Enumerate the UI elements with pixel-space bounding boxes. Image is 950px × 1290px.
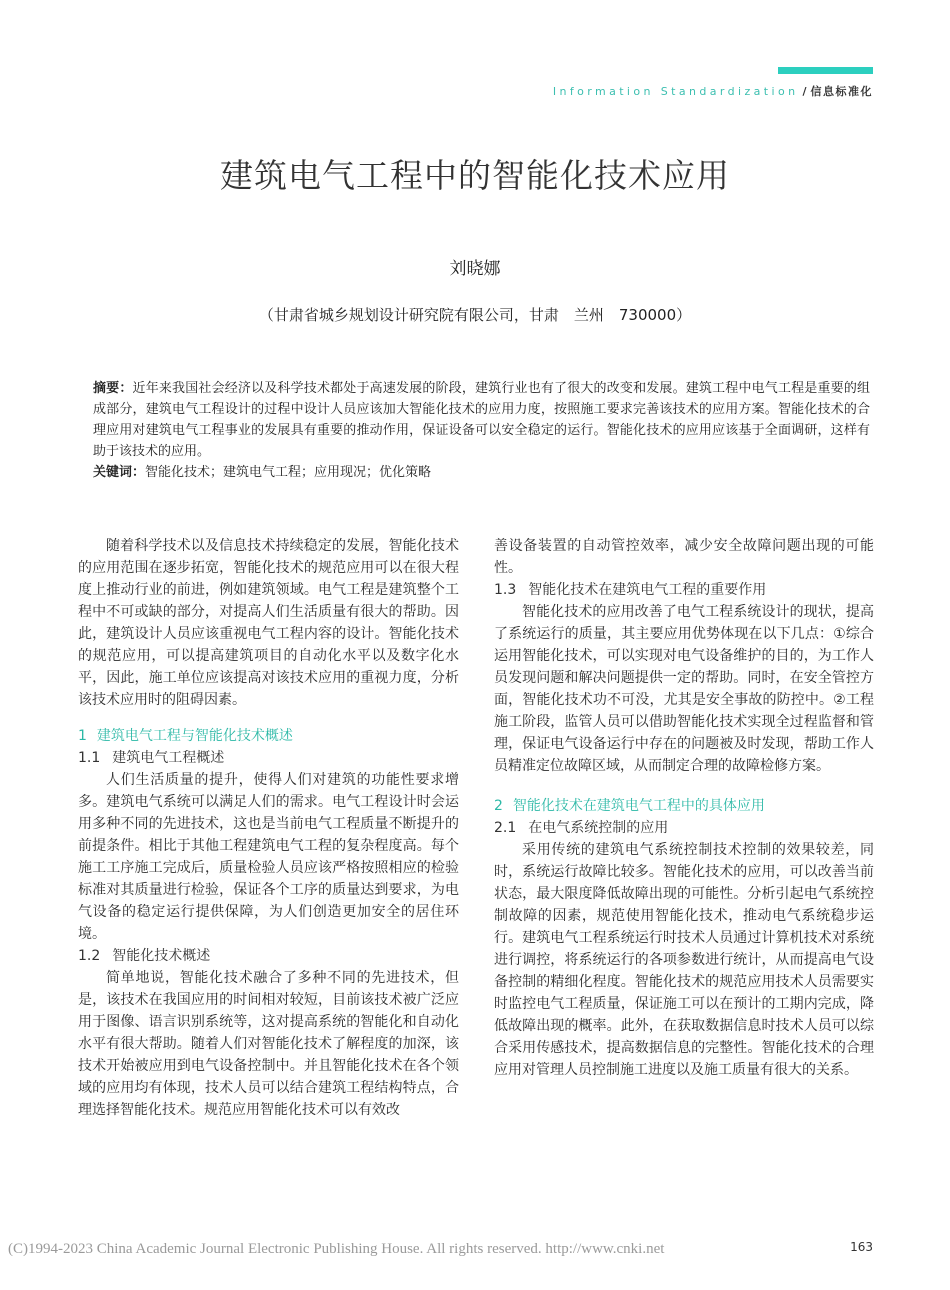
section-1-2-paragraph: 简单地说，智能化技术融合了多种不同的先进技术，但是，该技术在我国应用的时间相对较短，目前该技术被广泛应用于图像、语言识别系统等，这对提高系统的智能化和自动化水平有很大帮助。随着人们对智能化技术了解程度的加深，该技术开始被应用到电气设备控制中。并且智能化技术在各个领域的应用均有体现，技术人员可以结合建筑工程结构特点，合理选择智能化技术。规范应用智能化技术可以有效改 <box>78 970 459 1118</box>
section-2-1-title: 在电气系统控制的应用 <box>528 820 669 836</box>
abstract-text: 近年来我国社会经济以及科学技术都处于高速发展的阶段，建筑行业也有了很大的改变和发展。建筑工程中电气工程是重要的组成部分，建筑电气工程设计的过程中设计人员应该加大智能化技术的应用力度，按照施工要求完善该技术的应用方案。智能化技术的合理应用对建筑电气工程事业的发展具有重要的推动作用，保证设备可以安全稳定的运行。智能化技术的应用应该基于全面调研，这样有助于该技术的应用。 <box>93 381 870 459</box>
header-accent-bar <box>778 67 873 74</box>
author-name: 刘晓娜 <box>449 259 501 279</box>
section-1-2-heading <box>78 945 459 967</box>
section-1-heading <box>78 725 459 747</box>
running-head-chinese: 信息标准化 <box>810 85 873 98</box>
section-1-3-heading <box>494 579 874 601</box>
section-2-heading <box>494 795 874 817</box>
section-1-1-heading <box>78 747 459 769</box>
body-column-right <box>494 535 874 1081</box>
article-title: 建筑电气工程中的智能化技术应用 <box>220 156 730 195</box>
body-column-left <box>78 535 459 1121</box>
section-2-1-paragraph: 采用传统的建筑电气系统控制技术控制的效果较差，同时，系统运行故障比较多。智能化技术的应用，可以改善当前状态，最大限度降低故障出现的可能性。分析引起电气系统控制故障的因素，规范使用智能化技术，推动电气系统稳步运行。建筑电气工程系统运行时技术人员通过计算机技术对系统进行调控，将系统运行的各项参数进行统计，从而提高电气设备控制的精细化程度。智能化技术的规范应用技术人员需要实时监控电气工程质量，保证施工可以在预计的工期内完成，降低故障出现的概率。此外，在获取数据信息时技术人员可以综合采用传感技术，提高数据信息的完整性。智能化技术的合理应用对管理人员控制施工进度以及施工质量有很大的关系。 <box>494 842 874 1078</box>
section-1-2-title: 智能化技术概述 <box>112 948 211 964</box>
page-number: 163 <box>850 1240 873 1254</box>
keywords-paragraph <box>93 462 870 483</box>
author-affiliation: （甘肃省城乡规划设计研究院有限公司，甘肃 兰州 730000） <box>258 306 692 324</box>
section-1-3-number: 1.3 <box>494 582 517 598</box>
section-1-3-paragraph: 智能化技术的应用改善了电气工程系统设计的现状，提高了系统运行的质量，其主要应用优势体现在以下几点：①综合运用智能化技术，可以实现对电气设备维护的目的，为工作人员发现问题和解决问题提供一定的帮助。同时，在安全管控方面，智能化技术功不可没，尤其是安全事故的防控中。②工程施工阶段，监管人员可以借助智能化技术实现全过程监督和管理，保证电气设备运行中存在的问题被及时发现，帮助工作人员精准定位故障区域，从而制定合理的故障检修方案。 <box>494 604 874 774</box>
section-2-number: 2 <box>494 798 503 814</box>
abstract-label: 摘要： <box>93 381 133 396</box>
section-1-1-paragraph: 人们生活质量的提升，使得人们对建筑的功能性要求增多。建筑电气系统可以满足人们的需求。电气工程设计时会运用多种不同的先进技术，这也是当前电气工程质量不断提升的前提条件。相比于其他工程建筑电气工程的复杂程度高。每个施工工序施工完成后，质量检验人员应该严格按照相应的检验标准对其质量进行检验，保证各个工序的质量达到要求，为电气设备的稳定运行提供保障，为人们创造更加安全的居住环境。 <box>78 772 459 942</box>
intro-paragraph: 随着科学技术以及信息技术持续稳定的发展，智能化技术的应用范围在逐步拓宽，智能化技术的规范应用可以在很大程度上推动行业的前进，例如建筑领域。电气工程是建筑整个工程中不可或缺的部分，对提高人们生活质量有很大的帮助。因此，建筑设计人员应该重视电气工程内容的设计。智能化技术的规范应用，可以提高建筑项目的自动化水平以及数字化水平，因此，施工单位应该提高对该技术应用的重视力度，分析该技术应用时的阻碍因素。 <box>78 538 459 708</box>
keywords-text: 智能化技术；建筑电气工程；应用现况；优化策略 <box>145 465 432 480</box>
section-1-title: 建筑电气工程与智能化技术概述 <box>96 728 293 744</box>
abstract-block <box>93 378 870 483</box>
section-1-3-title: 智能化技术在建筑电气工程的重要作用 <box>528 582 767 598</box>
section-1-2-number: 1.2 <box>78 948 101 964</box>
section-1-2-continuation: 善设备装置的自动管控效率，减少安全故障问题出现的可能性。 <box>494 538 874 576</box>
running-head <box>553 83 873 99</box>
section-1-number: 1 <box>78 728 87 744</box>
keywords-label: 关键词： <box>93 465 146 480</box>
running-head-separator: / <box>802 85 807 98</box>
running-head-english: Information Standardization <box>552 85 799 98</box>
section-2-title: 智能化技术在建筑电气工程中的具体应用 <box>512 798 765 814</box>
abstract-paragraph <box>93 378 870 462</box>
section-2-1-heading <box>494 817 874 839</box>
section-1-1-number: 1.1 <box>78 750 101 766</box>
section-1-1-title: 建筑电气工程概述 <box>112 750 225 766</box>
section-2-1-number: 2.1 <box>494 820 517 836</box>
copyright-footer: (C)1994-2023 China Academic Journal Electronic Publishing House. All rights reserved. http://www.cnki.net <box>8 1241 665 1257</box>
